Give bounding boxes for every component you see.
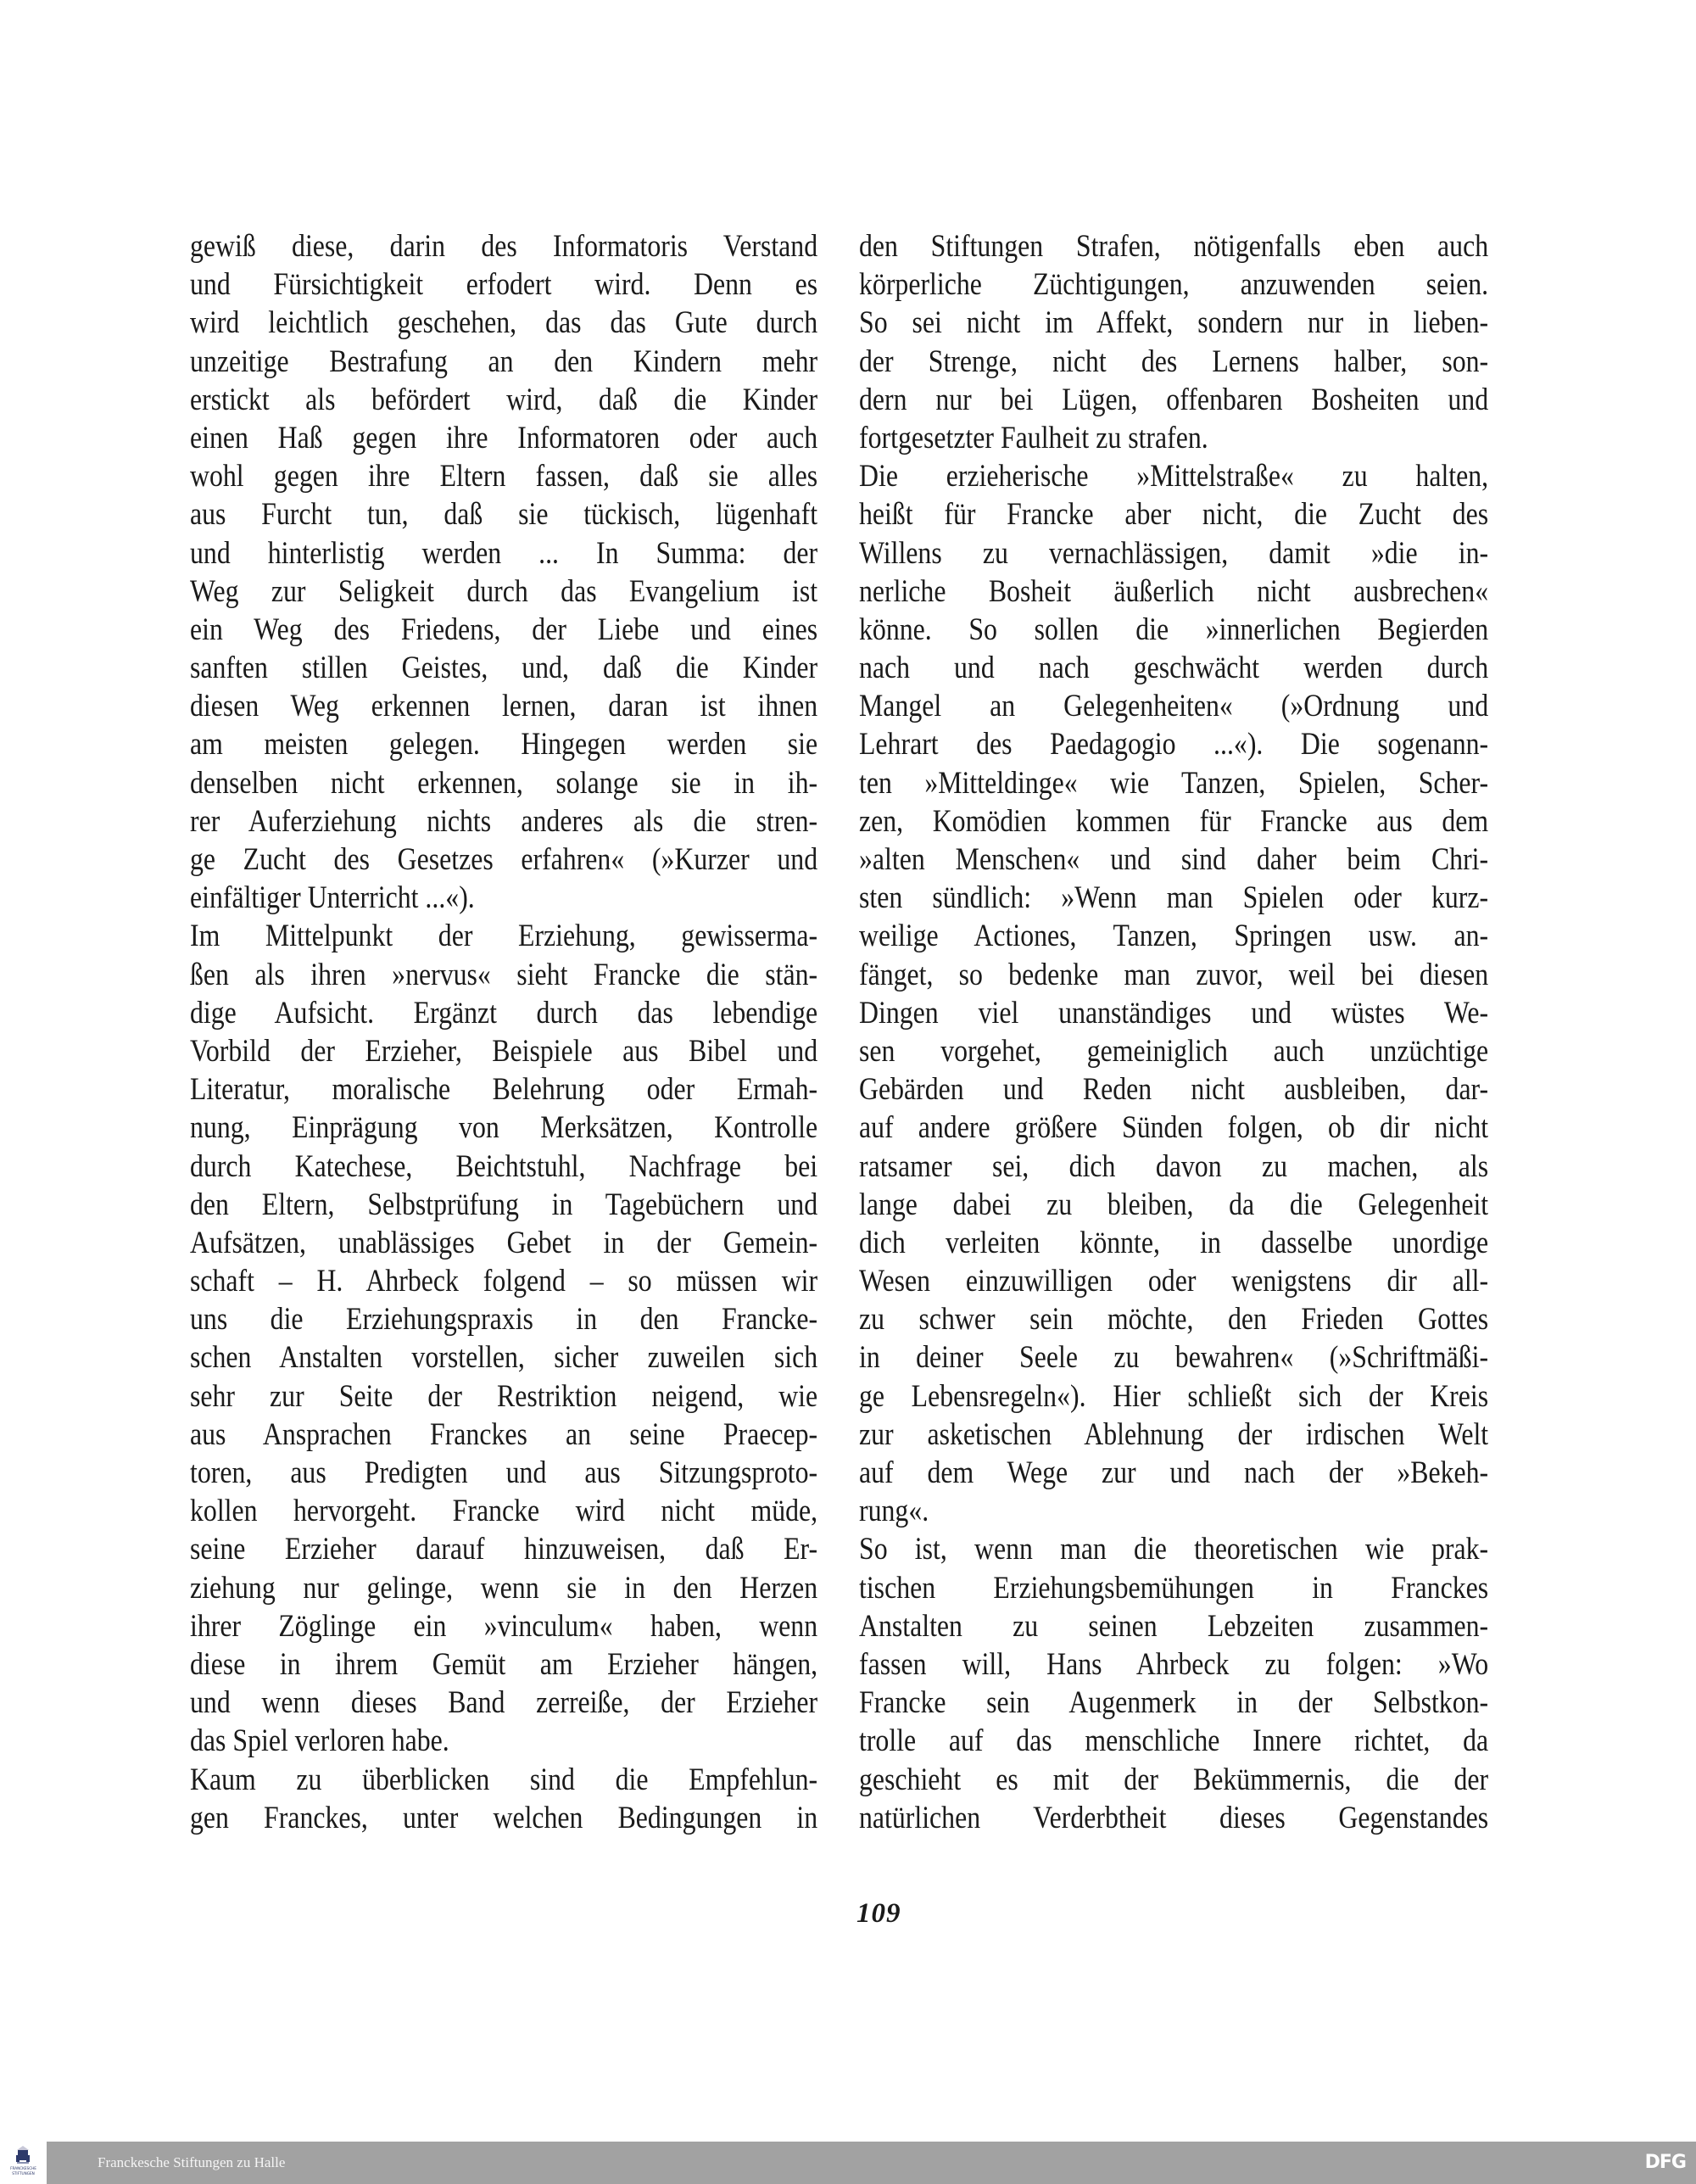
- text-line: [859, 725, 1488, 763]
- text-line: [859, 381, 1488, 419]
- text-line: [190, 611, 817, 649]
- text-line: [190, 917, 817, 955]
- text-line-content: Aufsätzen, unablässiges Gebet in der Gemein-: [190, 1225, 818, 1260]
- text-line: [859, 1070, 1488, 1109]
- text-line-content: uns die Erziehungspraxis in den Francke-: [190, 1302, 818, 1338]
- text-line-content: denselben nicht erkennen, solange sie in ih-: [190, 765, 818, 801]
- text-line-content: erstickt als befördert wird, daß die Kinder: [190, 382, 818, 417]
- text-line-content: der Strenge, nicht des Lernens halber, son-: [859, 344, 1489, 379]
- text-line-content: aus Furcht tun, daß sie tückisch, lügenhaft: [190, 497, 818, 533]
- text-line: [859, 1032, 1488, 1070]
- text-line: [190, 381, 817, 419]
- text-line-content: Willens zu vernachlässigen, damit »die in-: [859, 535, 1489, 571]
- text-line-content: einen Haß gegen ihre Informatoren oder auch: [190, 420, 818, 455]
- text-line: [190, 1454, 817, 1492]
- text-line: [190, 687, 817, 725]
- text-line-content: durch Katechese, Beichtstuhl, Nachfrage bei: [190, 1148, 818, 1184]
- text-line: [859, 1416, 1488, 1454]
- footer-bar: [47, 2142, 1696, 2184]
- text-line-content: und Fürsichtigkeit erfodert wird. Denn es: [190, 267, 818, 303]
- text-line-content: fassen will, Hans Ahrbeck zu folgen: »Wo: [859, 1646, 1489, 1682]
- text-line: [859, 1492, 1488, 1530]
- text-line-content: sanften stillen Geistes, und, daß die Kinder: [190, 651, 818, 686]
- text-line: [859, 611, 1488, 649]
- text-line-content: schen Anstalten vorstellen, sicher zuweilen sich: [190, 1340, 818, 1376]
- text-line: [190, 764, 817, 802]
- text-line: [190, 1109, 817, 1147]
- text-line-content: zur asketischen Ablehnung der irdischen Welt: [859, 1416, 1489, 1452]
- francke-foundation-logo-icon[interactable]: [0, 2142, 47, 2184]
- text-line-content: gewiß diese, darin des Informatoris Verstand: [190, 229, 818, 264]
- text-line-content: einfältiger Unterricht ...«).: [190, 880, 475, 916]
- text-line-content: Wesen einzuwilligen oder wenigstens dir all-: [859, 1264, 1489, 1299]
- text-line-content: ein Weg des Friedens, der Liebe und eines: [190, 612, 818, 647]
- text-line-content: am meisten gelegen. Hingegen werden sie: [190, 727, 818, 762]
- text-line: [190, 265, 817, 304]
- text-line-content: nerliche Bosheit äußerlich nicht ausbrechen«: [859, 573, 1489, 609]
- text-line-content: ge Lebensregeln«). Hier schließt sich der Kreis: [859, 1378, 1489, 1414]
- text-line: [859, 1569, 1488, 1607]
- text-line: [859, 304, 1488, 342]
- text-line-content: dich verleiten könnte, in dasselbe unordige: [859, 1225, 1489, 1260]
- text-line-content: könne. So sollen die »innerlichen Begierden: [859, 612, 1489, 647]
- text-line-content: dern nur bei Lügen, offenbaren Bosheiten und: [859, 382, 1489, 417]
- text-line: [190, 1338, 817, 1377]
- text-line-content: den Stiftungen Strafen, nötigenfalls eben auch: [859, 229, 1489, 264]
- text-line: [190, 1224, 817, 1262]
- text-line: [190, 1530, 817, 1568]
- text-line: [190, 457, 817, 495]
- text-line: [859, 1224, 1488, 1262]
- text-line-content: und wenn dieses Band zerreiße, der Erzieher: [190, 1685, 818, 1721]
- text-line: [859, 534, 1488, 573]
- text-line-content: geschieht es mit der Bekümmernis, die der: [859, 1762, 1489, 1797]
- text-line-content: ge Zucht des Gesetzes erfahren« (»Kurzer und: [190, 842, 818, 877]
- text-line: [859, 956, 1488, 994]
- text-line-content: heißt für Francke aber nicht, die Zucht des: [859, 497, 1489, 533]
- text-line-content: fortgesetzter Faulheit zu strafen.: [859, 420, 1208, 455]
- text-line-content: fänget, so bedenke man zuvor, weil bei diesen: [859, 957, 1489, 992]
- text-line: [190, 1186, 817, 1224]
- text-line-content: auf andere größere Sünden folgen, ob dir nicht: [859, 1110, 1489, 1146]
- text-line: [859, 1377, 1488, 1416]
- text-line: [190, 1032, 817, 1070]
- text-line: [190, 343, 817, 381]
- text-line: [190, 495, 817, 533]
- text-line: [190, 1416, 817, 1454]
- text-line-content: diese in ihrem Gemüt am Erzieher hängen,: [190, 1646, 818, 1682]
- text-line: [190, 1569, 817, 1607]
- dfg-logo-icon[interactable]: DFG: [1644, 2152, 1686, 2173]
- text-line-content: zu schwer sein möchte, den Frieden Gottes: [859, 1302, 1489, 1338]
- text-line-content: rer Auferziehung nichts anderes als die stren-: [190, 803, 818, 839]
- text-line: [190, 1761, 817, 1799]
- text-line-content: Lehrart des Paedagogio ...«). Die sogenann-: [859, 727, 1489, 762]
- page-number: 109: [856, 1898, 901, 1929]
- text-line: [190, 1300, 817, 1338]
- text-line: [859, 1186, 1488, 1224]
- text-line-content: nung, Einprägung von Merksätzen, Kontrolle: [190, 1110, 818, 1146]
- text-line-content: ßen als ihren »nervus« sieht Francke die stän-: [190, 957, 818, 992]
- text-line: [190, 725, 817, 763]
- text-line-content: in deiner Seele zu bewahren« (»Schriftmäßi-: [859, 1340, 1489, 1376]
- text-line-content: ziehung nur gelinge, wenn sie in den Herzen: [190, 1570, 818, 1606]
- text-line: [190, 956, 817, 994]
- left-text-column: [190, 227, 817, 1837]
- text-line-content: und hinterlistig werden ... In Summa: der: [190, 535, 818, 571]
- right-text-column: [859, 227, 1488, 1837]
- text-line-content: Im Mittelpunkt der Erziehung, gewisserma-: [190, 919, 818, 954]
- text-line: [190, 879, 817, 917]
- text-line: [190, 227, 817, 265]
- text-line: [190, 1645, 817, 1684]
- text-line-content: diesen Weg erkennen lernen, daran ist ihnen: [190, 689, 818, 724]
- text-line-content: kollen hervorgeht. Francke wird nicht müde,: [190, 1494, 818, 1529]
- text-line-content: Dingen viel unanständiges und wüstes We-: [859, 995, 1489, 1031]
- text-line-content: sten sündlich: »Wenn man Spielen oder kurz-: [859, 880, 1489, 916]
- text-line-content: den Eltern, Selbstprüfung in Tagebüchern und: [190, 1187, 818, 1222]
- text-line-content: trolle auf das menschliche Innere richtet, da: [859, 1723, 1489, 1759]
- text-line: [859, 457, 1488, 495]
- text-line: [859, 265, 1488, 304]
- text-line: [190, 1684, 817, 1722]
- text-line: [859, 495, 1488, 533]
- text-line: [190, 1262, 817, 1300]
- text-line-content: Weg zur Seligkeit durch das Evangelium ist: [190, 573, 818, 609]
- text-line: [190, 841, 817, 879]
- text-line: [859, 1262, 1488, 1300]
- footer-title: Franckesche Stiftungen zu Halle: [98, 2154, 286, 2170]
- text-line-content: rung«.: [859, 1494, 929, 1529]
- text-line-content: Literatur, moralische Belehrung oder Ermah-: [190, 1072, 818, 1108]
- text-line-content: nach und nach geschwächt werden durch: [859, 651, 1489, 686]
- text-line: [859, 841, 1488, 879]
- text-line-content: Vorbild der Erzieher, Beispiele aus Bibel und: [190, 1033, 818, 1069]
- text-line: [190, 1070, 817, 1109]
- text-line-content: Die erzieherische »Mittelstraße« zu halten,: [859, 459, 1489, 494]
- text-line-content: weilige Actiones, Tanzen, Springen usw. an-: [859, 919, 1489, 954]
- text-line-content: aus Ansprachen Franckes an seine Praecep-: [190, 1416, 818, 1452]
- text-line: [190, 649, 817, 687]
- text-line-content: unzeitige Bestrafung an den Kindern mehr: [190, 344, 818, 379]
- text-line-content: körperliche Züchtigungen, anzuwenden seien.: [859, 267, 1489, 303]
- text-line: [859, 879, 1488, 917]
- svg-text:STIFTUNGEN: STIFTUNGEN: [12, 2171, 35, 2176]
- text-line: [859, 227, 1488, 265]
- text-line: [859, 1148, 1488, 1186]
- text-line-content: Anstalten zu seinen Lebzeiten zusammen-: [859, 1608, 1489, 1644]
- text-line: [859, 1799, 1488, 1837]
- text-line-content: ihrer Zöglinge ein »vinculum« haben, wenn: [190, 1608, 818, 1644]
- text-line-content: sehr zur Seite der Restriktion neigend, wie: [190, 1378, 818, 1414]
- text-line: [190, 1377, 817, 1416]
- text-line: [859, 419, 1488, 457]
- text-line: [190, 1492, 817, 1530]
- text-line-content: sen vorgehet, gemeiniglich auch unzüchtige: [859, 1033, 1489, 1069]
- text-line: [859, 1530, 1488, 1568]
- text-line-content: So sei nicht im Affekt, sondern nur in lieben-: [859, 305, 1489, 341]
- text-line: [859, 1454, 1488, 1492]
- text-line-content: So ist, wenn man die theoretischen wie prak-: [859, 1532, 1489, 1567]
- viewer-footer: [0, 2142, 1696, 2184]
- text-line-content: ten »Mitteldinge« wie Tanzen, Spielen, Scher-: [859, 765, 1489, 801]
- text-line: [190, 304, 817, 342]
- text-line-content: Gebärden und Reden nicht ausbleiben, dar-: [859, 1072, 1489, 1108]
- text-line: [190, 573, 817, 611]
- text-line-content: toren, aus Predigten und aus Sitzungsproto-: [190, 1455, 818, 1490]
- text-line: [190, 1799, 817, 1837]
- text-line-content: ratsamer sei, dich davon zu machen, als: [859, 1148, 1489, 1184]
- svg-text:FRANCKESCHE: FRANCKESCHE: [10, 2166, 36, 2170]
- text-line-content: Mangel an Gelegenheiten« (»Ordnung und: [859, 689, 1489, 724]
- text-line: [859, 994, 1488, 1032]
- text-line-content: Francke sein Augenmerk in der Selbstkon-: [859, 1685, 1489, 1721]
- text-line: [859, 1607, 1488, 1645]
- text-line: [859, 1338, 1488, 1377]
- text-line: [859, 1761, 1488, 1799]
- text-line-content: tischen Erziehungsbemühungen in Franckes: [859, 1570, 1489, 1606]
- text-line: [190, 802, 817, 841]
- text-line: [859, 687, 1488, 725]
- text-line: [859, 1300, 1488, 1338]
- text-line-content: seine Erzieher darauf hinzuweisen, daß Er-: [190, 1532, 818, 1567]
- text-line: [190, 419, 817, 457]
- text-line-content: wohl gegen ihre Eltern fassen, daß sie alles: [190, 459, 818, 494]
- text-line-content: natürlichen Verderbtheit dieses Gegenstandes: [859, 1800, 1489, 1835]
- text-line: [190, 994, 817, 1032]
- text-line-content: »alten Menschen« und sind daher beim Chri-: [859, 842, 1489, 877]
- text-line-content: schaft – H. Ahrbeck folgend – so müssen wir: [190, 1264, 818, 1299]
- text-line: [859, 1722, 1488, 1760]
- text-line-content: zen, Komödien kommen für Francke aus dem: [859, 803, 1489, 839]
- text-line: [859, 1109, 1488, 1147]
- text-line: [859, 649, 1488, 687]
- text-line-content: dige Aufsicht. Ergänzt durch das lebendige: [190, 995, 818, 1031]
- text-line: [859, 1684, 1488, 1722]
- text-line: [859, 343, 1488, 381]
- text-line-content: wird leichtlich geschehen, das das Gute durch: [190, 305, 818, 341]
- text-line: [859, 1645, 1488, 1684]
- text-line: [190, 1607, 817, 1645]
- text-line-content: Kaum zu überblicken sind die Empfehlun-: [190, 1762, 818, 1797]
- text-line: [190, 534, 817, 573]
- text-line: [859, 764, 1488, 802]
- text-line-content: gen Franckes, unter welchen Bedingungen in: [190, 1800, 818, 1835]
- text-line: [190, 1722, 817, 1760]
- text-line: [190, 1148, 817, 1186]
- text-line: [859, 802, 1488, 841]
- text-line: [859, 917, 1488, 955]
- text-line-content: auf dem Wege zur und nach der »Bekeh-: [859, 1455, 1489, 1490]
- text-line-content: das Spiel verloren habe.: [190, 1723, 449, 1759]
- text-line: [859, 573, 1488, 611]
- text-line-content: lange dabei zu bleiben, da die Gelegenheit: [859, 1187, 1489, 1222]
